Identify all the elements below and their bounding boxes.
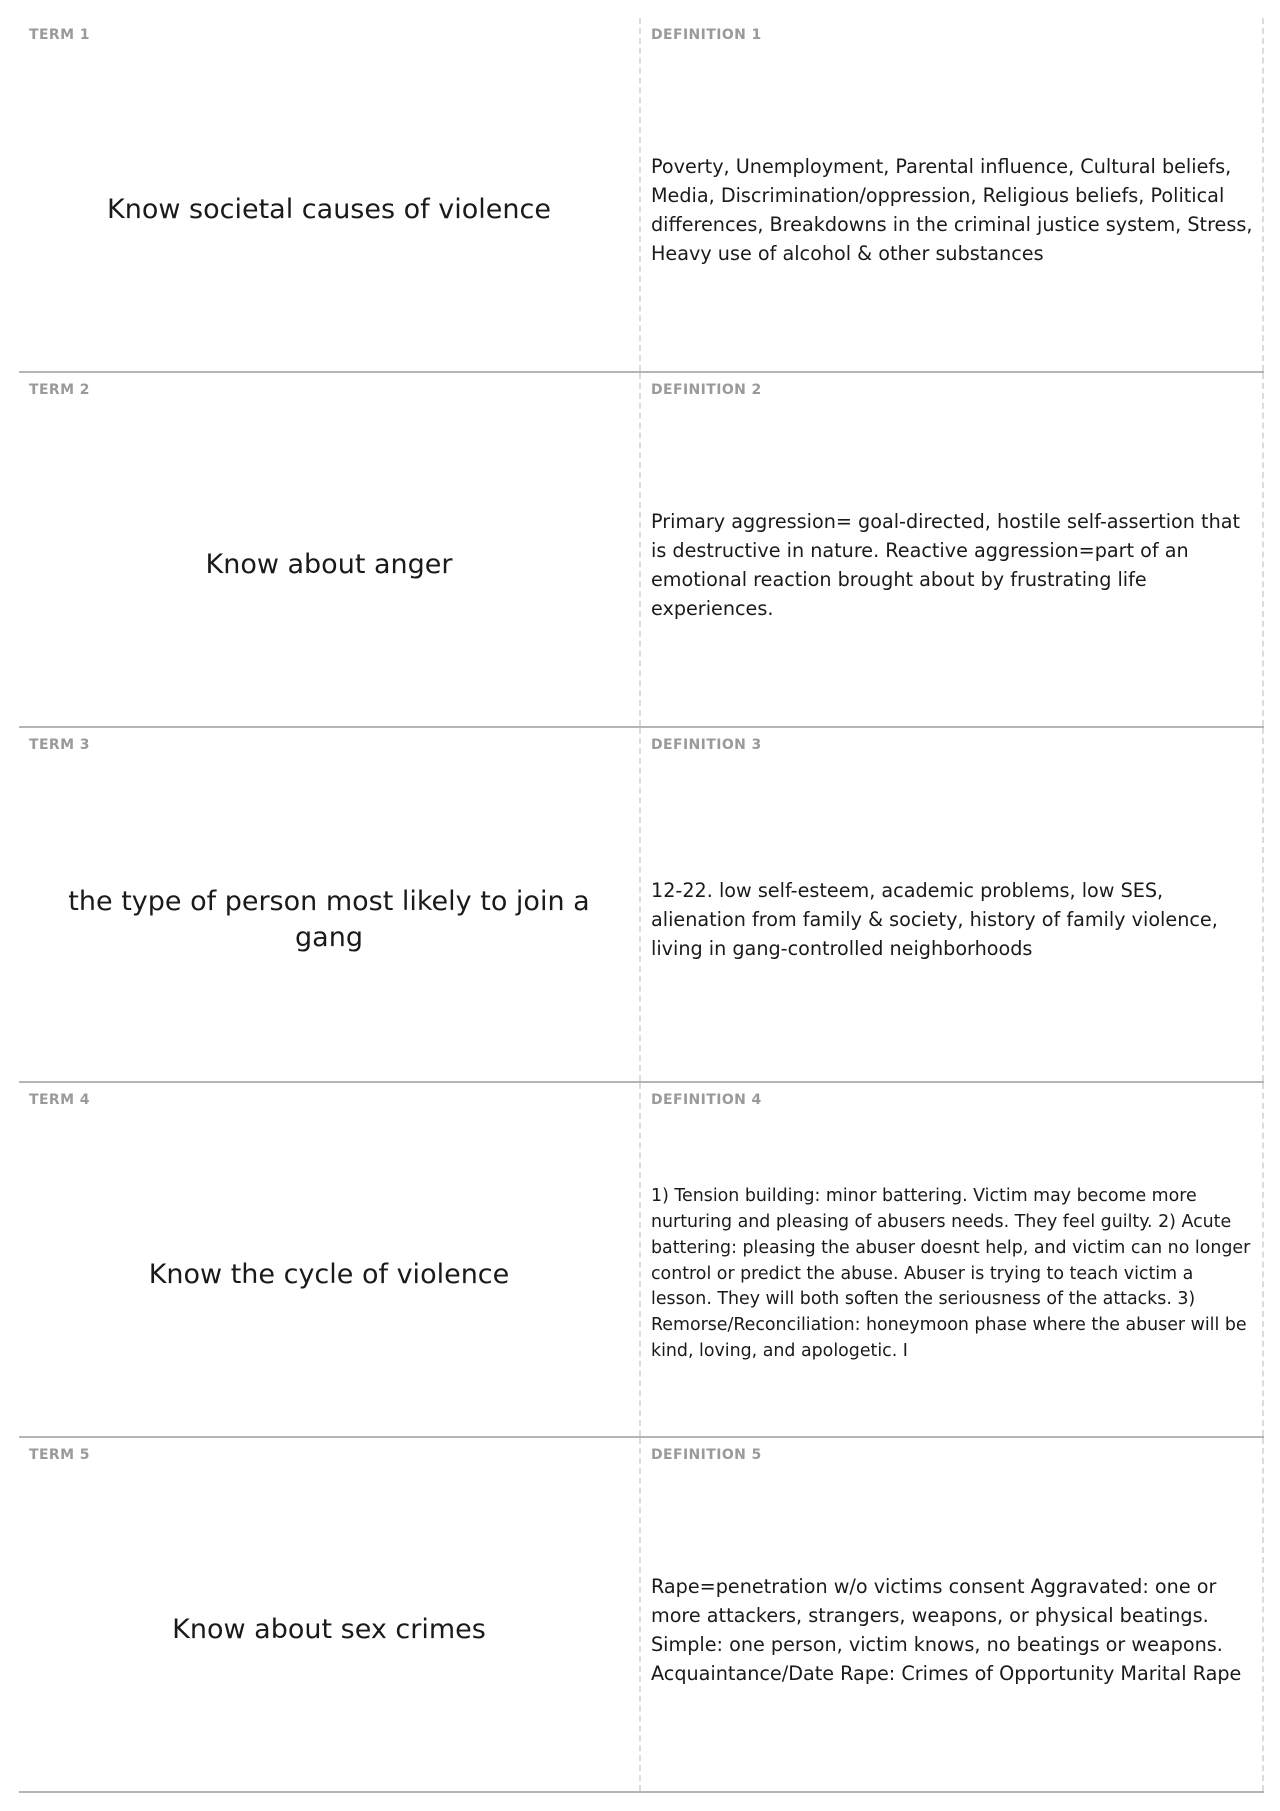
definition-label: DEFINITION 2 — [651, 382, 762, 398]
term-text-wrap — [19, 48, 639, 371]
term-text: Know societal causes of violence — [107, 193, 551, 225]
term-cell — [19, 373, 641, 726]
term-text-wrap — [19, 403, 639, 726]
definition-text: Rape=penetration w/o victims consent Aggravated: one or more attackers, strangers, weapons, or physical beatings. Simple: one person, victim knows, no beatings or weapons. Acquaintance/Date Rape: Crimes of Opportunity Marital Rape — [651, 1574, 1242, 1685]
term-cell — [19, 728, 641, 1081]
term-label: TERM 5 — [29, 1447, 90, 1463]
term-label: TERM 1 — [29, 27, 90, 43]
flashcard-row — [19, 373, 1264, 728]
definition-cell — [641, 1083, 1264, 1436]
flashcard-row — [19, 18, 1264, 373]
term-cell — [19, 18, 641, 371]
definition-text: 1) Tension building: minor battering. Victim may become more nurturing and pleasing of abusers needs. They feel guilty. 2) Acute battering: pleasing the abuser doesnt help, and victim can no longer control or predict the abuse. Abuser is trying to teach victim a lesson. They will both soften the seriousness of the attacks. 3) Remorse/Reconciliation: honeymoon phase where the abuser will be kind, loving, and apologetic. I — [651, 1186, 1251, 1361]
definition-text-wrap — [651, 1468, 1254, 1791]
term-text: Know the cycle of violence — [148, 1258, 510, 1290]
term-cell — [19, 1438, 641, 1791]
definition-text-wrap — [651, 48, 1254, 371]
definition-label: DEFINITION 5 — [651, 1447, 762, 1463]
term-label: TERM 4 — [29, 1092, 90, 1108]
definition-label: DEFINITION 1 — [651, 27, 762, 43]
flashcard-row — [19, 728, 1264, 1083]
definition-cell — [641, 373, 1264, 726]
definition-label: DEFINITION 3 — [651, 737, 762, 753]
term-text-wrap — [19, 1113, 639, 1436]
definition-text-wrap — [651, 403, 1254, 726]
flashcard-sheet — [19, 18, 1264, 1793]
definition-text: Primary aggression= goal-directed, hostile self-assertion that is destructive in nature. Reactive aggression=part of an emotional reaction brought about by frustrating life experiences. — [651, 509, 1241, 620]
definition-cell — [641, 728, 1264, 1081]
term-text: Know about anger — [205, 548, 453, 580]
term-text-wrap — [19, 1468, 639, 1791]
term-label: TERM 2 — [29, 382, 90, 398]
definition-cell — [641, 18, 1264, 371]
term-cell — [19, 1083, 641, 1436]
term-text: the type of person most likely to join a gang — [68, 886, 590, 953]
definition-text-wrap — [651, 758, 1254, 1081]
definition-text: 12-22. low self-esteem, academic problems, low SES, alienation from family & society, history of family violence, living in gang-controlled neighborhoods — [651, 879, 1218, 960]
definition-cell — [641, 1438, 1264, 1791]
definition-text: Poverty, Unemployment, Parental influence, Cultural beliefs, Media, Discrimination/oppression, Religious beliefs, Political differences, Breakdowns in the criminal justice system, Stress, Heavy use of alcohol & other substances — [651, 154, 1253, 265]
term-text-wrap — [19, 758, 639, 1081]
term-label: TERM 3 — [29, 737, 90, 753]
definition-text-wrap — [651, 1113, 1254, 1436]
flashcard-row — [19, 1438, 1264, 1793]
term-text: Know about sex crimes — [172, 1613, 486, 1645]
flashcard-row — [19, 1083, 1264, 1438]
definition-label: DEFINITION 4 — [651, 1092, 762, 1108]
